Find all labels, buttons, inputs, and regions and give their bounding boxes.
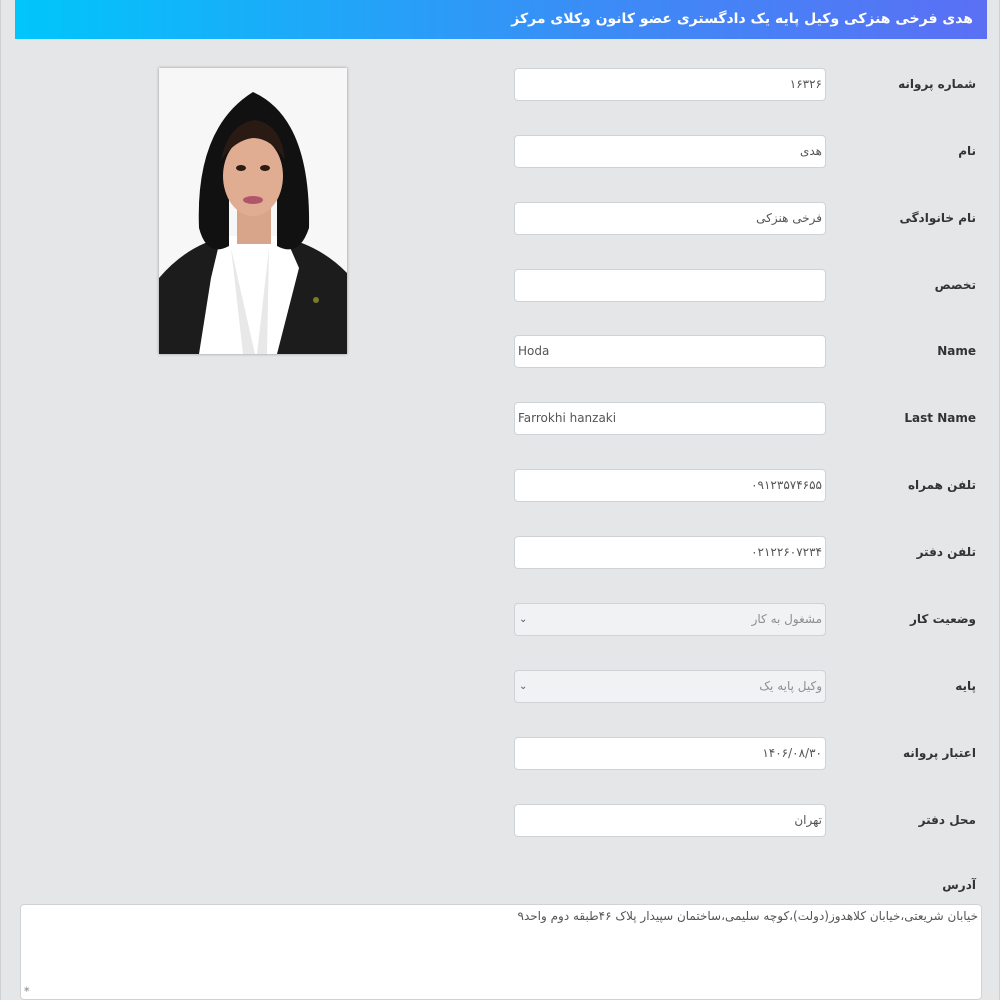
label-license-validity: اعتبار پروانه [902,746,976,760]
office-phone-field[interactable]: ۰۲۱۲۲۶۰۷۲۳۴ [514,536,826,569]
work-status-value: مشغول به کار [751,612,822,626]
mobile-field[interactable]: ۰۹۱۲۳۵۷۴۶۵۵ [514,469,826,502]
license-number-field[interactable]: ۱۶۳۲۶ [514,68,826,101]
label-first-name: نام [958,144,976,158]
grade-value: وکیل پایه یک [759,679,822,693]
page-title: هدی فرخی هنزکی وکیل پایه یک دادگستری عضو کانون وکلای مرکز [15,0,987,39]
specialty-field[interactable] [514,269,826,302]
address-textarea[interactable] [20,904,982,1000]
office-location-field[interactable]: تهران [514,804,826,837]
label-grade: پایه [955,679,976,693]
address-value: خیابان شریعتی،خیابان کلاهدوز(دولت)،کوچه سلیمی،ساختمان سپیدار پلاک ۴۶طبقه دوم واحد۹ [517,909,978,923]
label-last-name-en: Last Name [904,411,976,425]
last-name-field[interactable]: فرخی هنزکی [514,202,826,235]
resize-handle-icon[interactable]: ∗ [23,985,31,995]
label-last-name: نام خانوادگی [899,211,976,225]
work-status-select[interactable] [514,603,826,636]
label-specialty: تخصص [934,278,976,292]
last-name-en-field[interactable]: Farrokhi hanzaki [514,402,826,435]
chevron-down-icon: ⌄ [519,681,528,692]
label-office-location: محل دفتر [918,813,976,827]
label-name-en: Name [937,344,976,358]
license-validity-field[interactable]: ۱۴۰۶/۰۸/۳۰ [514,737,826,770]
chevron-down-icon: ⌄ [519,614,528,625]
label-license-number: شماره پروانه [898,77,976,91]
name-en-field[interactable]: Hoda [514,335,826,368]
first-name-field[interactable]: هدی [514,135,826,168]
label-work-status: وضعیت کار [910,612,976,626]
portrait-photo [159,68,347,354]
label-mobile: تلفن همراه [907,478,976,492]
label-office-phone: تلفن دفتر [916,545,976,559]
grade-select[interactable] [514,670,826,703]
label-address: آدرس [942,878,976,892]
